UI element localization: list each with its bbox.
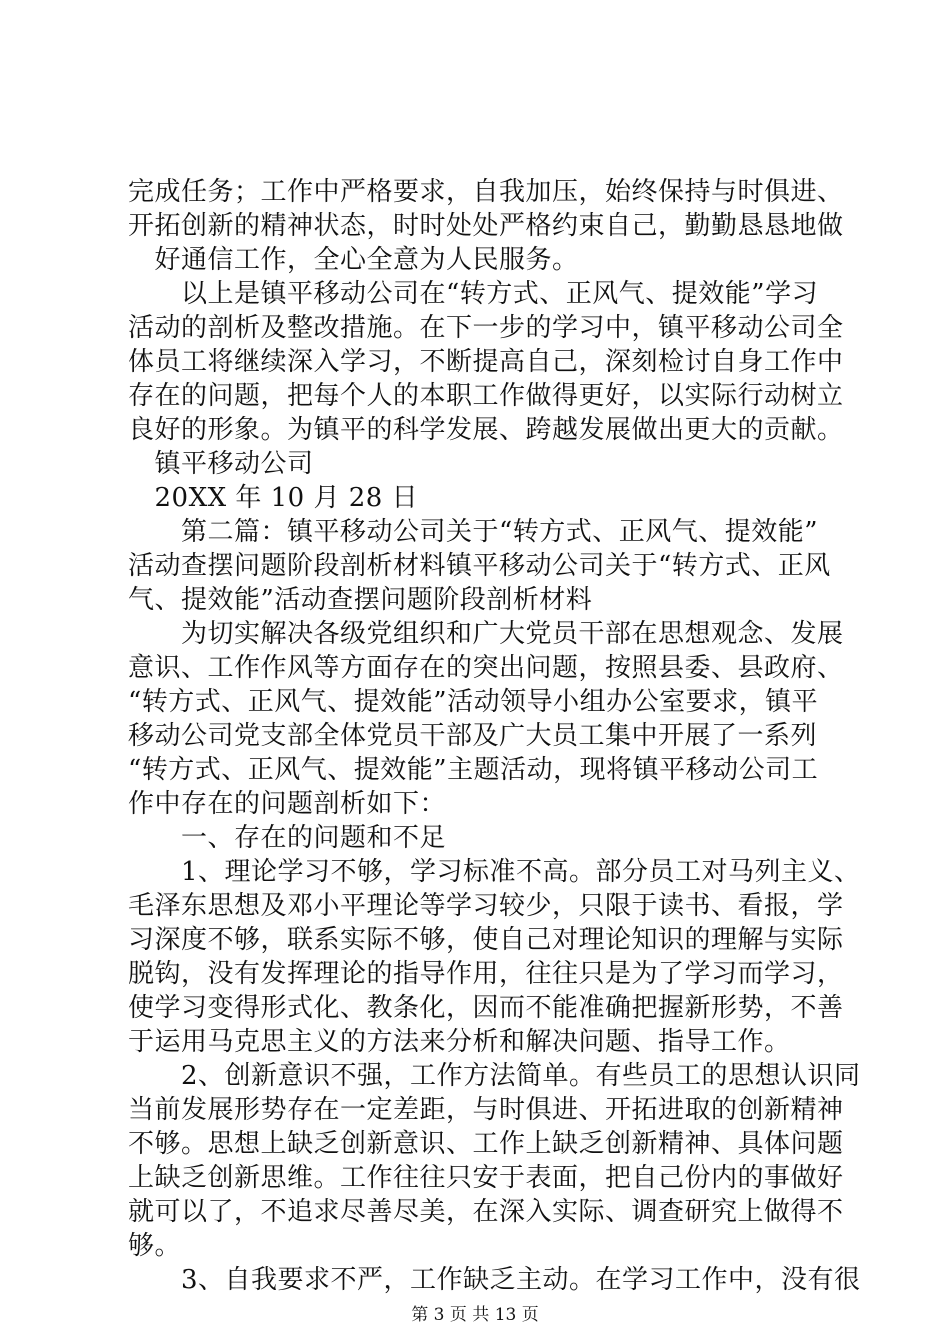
text-line: 开拓创新的精神状态，时时处处严格约束自己，勤勤恳恳地做: [128, 211, 844, 241]
text-line: 活动的剖析及整改措施。在下一步的学习中，镇平移动公司全: [128, 313, 844, 343]
text-line: 脱钩，没有发挥理论的指导作用，往往只是为了学习而学习，: [128, 959, 844, 989]
section-title-line: 气、提效能”活动查摆问题阶段剖析材料: [128, 585, 593, 615]
text-line: “转方式、正风气、提效能”主题活动，现将镇平移动公司工: [128, 755, 819, 785]
text-line: “转方式、正风气、提效能”活动领导小组办公室要求，镇平: [128, 687, 819, 717]
text-line: 当前发展形势存在一定差距，与时俱进、开拓进取的创新精神: [128, 1095, 844, 1125]
text-line: 作中存在的问题剖析如下：: [128, 789, 447, 819]
text-line: 镇平移动公司: [128, 449, 314, 479]
text-line: 以上是镇平移动公司在“转方式、正风气、提效能”学习: [128, 279, 819, 309]
text-line: 于运用马克思主义的方法来分析和解决问题、指导工作。: [128, 1027, 791, 1057]
page-footer: 第 3 页 共 13 页: [411, 1305, 539, 1325]
text-line: 毛泽东思想及邓小平理论等学习较少，只限于读书、看报，学: [128, 891, 844, 921]
text-line: 良好的形象。为镇平的科学发展、跨越发展做出更大的贡献。: [128, 415, 844, 445]
heading-line: 一、存在的问题和不足: [128, 823, 447, 853]
text-line: 习深度不够，联系实际不够，使自己对理论知识的理解与实际: [128, 925, 844, 955]
text-line: 不够。思想上缺乏创新意识、工作上缺乏创新精神、具体问题: [128, 1129, 844, 1159]
text-line: 移动公司党支部全体党员干部及广大员工集中开展了一系列: [128, 721, 818, 751]
text-line: 使学习变得形式化、教条化，因而不能准确把握新形势，不善: [128, 993, 844, 1023]
text-line: 意识、工作作风等方面存在的突出问题，按照县委、县政府、: [128, 653, 844, 683]
text-line: 1、理论学习不够，学习标准不高。部分员工对马列主义、: [128, 857, 861, 887]
text-line: 完成任务；工作中严格要求，自我加压，始终保持与时俱进、: [128, 177, 844, 207]
section-title-line: 活动查摆问题阶段剖析材料镇平移动公司关于“转方式、正风: [128, 551, 831, 581]
text-line: 上缺乏创新思维。工作往往只安于表面，把自己份内的事做好: [128, 1163, 844, 1193]
date-line: 20XX 年 10 月 28 日: [128, 483, 419, 513]
text-line: 3、自我要求不严，工作缺乏主动。在学习工作中，没有很: [128, 1265, 861, 1295]
text-line: 够。: [128, 1231, 182, 1261]
text-line: 就可以了，不追求尽善尽美，在深入实际、调查研究上做得不: [128, 1197, 844, 1227]
text-line: 存在的问题，把每个人的本职工作做得更好，以实际行动树立: [128, 381, 844, 411]
text-line: 体员工将继续深入学习，不断提高自己，深刻检讨自身工作中: [128, 347, 844, 377]
text-line: 2、创新意识不强，工作方法简单。有些员工的思想认识同: [128, 1061, 861, 1091]
text-line: 为切实解决各级党组织和广大党员干部在思想观念、发展: [128, 619, 844, 649]
section-title-line: 第二篇：镇平移动公司关于“转方式、正风气、提效能”: [128, 517, 819, 547]
text-line: 好通信工作，全心全意为人民服务。: [128, 245, 579, 275]
